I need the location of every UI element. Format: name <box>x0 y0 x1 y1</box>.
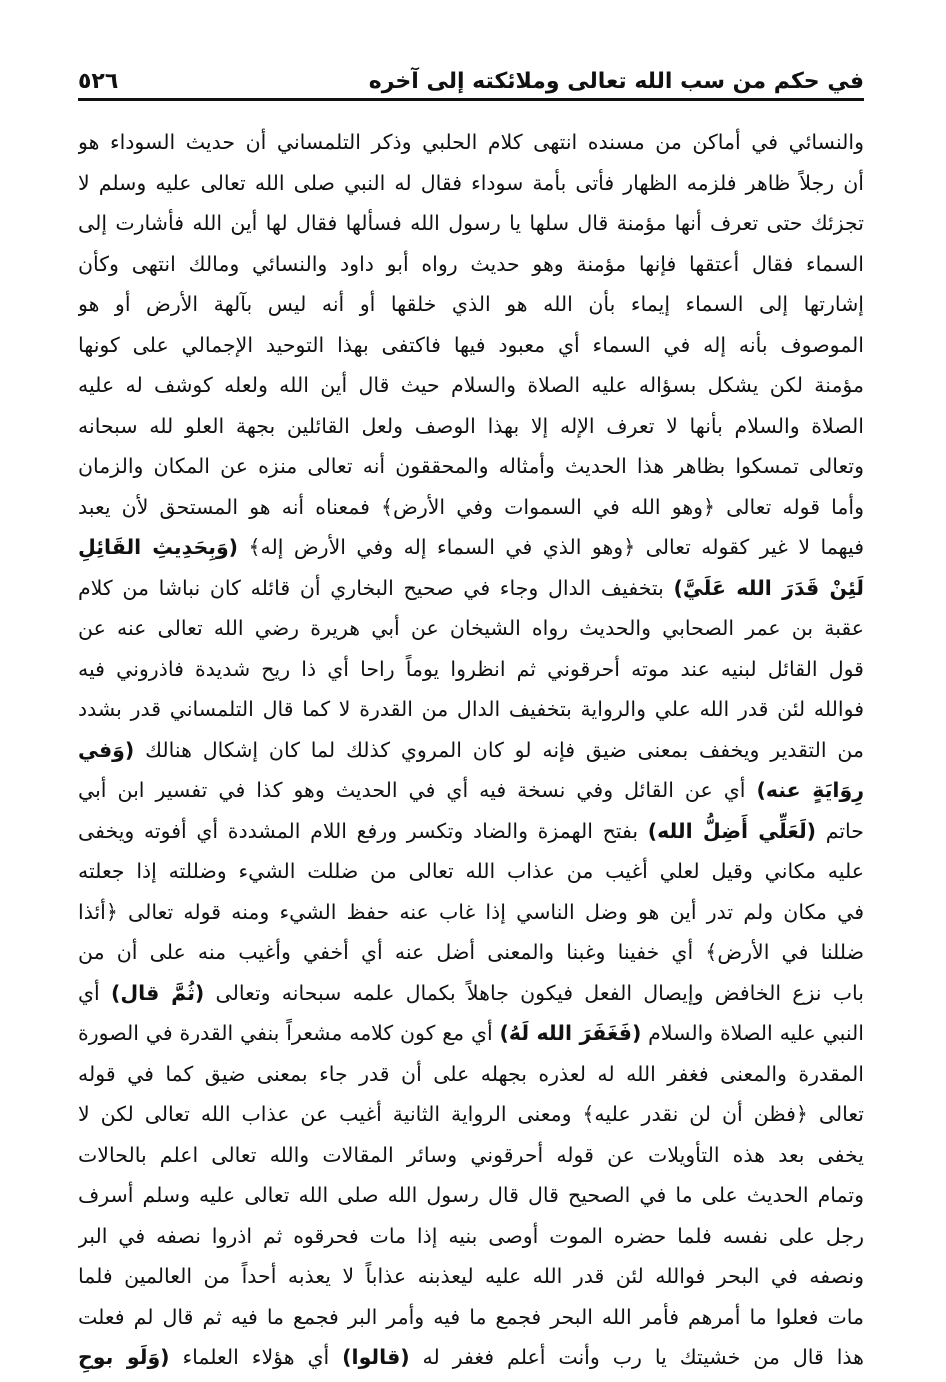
text-segment: مؤمنة لكن يشكل بسؤاله عليه الصلاة والسلام حيث قال أين الله ولعله كوشف له عليه <box>78 373 864 397</box>
text-line <box>78 1013 864 1054</box>
header-rule <box>78 98 864 101</box>
text-line <box>78 487 864 528</box>
text-line <box>78 1175 864 1216</box>
text-segment: رجل على نفسه فلما حضره الموت أوصى بنيه إذا مات فحرقوه ثم اذروا نصفه في البر <box>78 1223 864 1248</box>
text-segment: أي مع كون كلامه مشعراً بنفي القدرة في الصورة <box>78 1021 500 1045</box>
text-segment: أي هؤلاء العلماء <box>169 1345 343 1369</box>
text-segment: حاتم <box>816 818 864 843</box>
text-segment: تجزئك حتى تعرف أنها مؤمنة قال سلها يا رسول الله فسألها فقال لها أين الله فأشارت إلى <box>78 211 864 235</box>
text-segment: أن رجلاً ظاهر فلزمه الظهار فأتى بأمة سوداء فقال له النبي صلى الله تعالى عليه وسلم لا <box>78 170 864 195</box>
text-segment: باب نزع الخافض وإيصال الفعل فيكون جاهلاً بكمال علمه سبحانه وتعالى <box>204 980 864 1005</box>
text-segment: من التقدير ويخفف بمعنى ضيق فإنه لو كان المروي كذلك لما كان إشكال هنالك <box>134 737 864 762</box>
text-line <box>78 1054 864 1095</box>
text-segment: بتخفيف الدال وجاء في صحيح البخاري أن قائله كان نباشا من كلام <box>78 575 674 600</box>
text-segment: السماء فقال أعتقها فإنها مؤمنة وهو حديث رواه أبو داود والنسائي ومالك انتهى وكأن <box>78 251 864 276</box>
bold-quote-segment: (فَغَفَرَ الله لَهُ) <box>499 1021 642 1045</box>
text-segment: ضللنا في الأرض﴾ أي خفينا وغبنا والمعنى أضل عنه أي أخفي وأغيب منه على أن من <box>78 940 864 964</box>
text-segment: تعالى ﴿فظن أن لن نقدر عليه﴾ ومعنى الرواية الثانية أغيب عن عذاب الله تعالى لكن لا <box>78 1102 864 1126</box>
text-segment: وتعالى تمسكوا بظاهر هذا الحديث وأمثاله والمحققون أنه تعالى منزه عن المكان والزمان <box>78 454 864 478</box>
text-line <box>78 973 864 1014</box>
text-segment: يخفى بعد هذه التأويلات عن قوله أحرقوني وسائر المقالات والله تعالى اعلم بالحالات <box>78 1142 864 1167</box>
text-segment: الصلاة والسلام بأنها لا تعرف الإله إلا بهذا الوصف ولعل القائلين بجهة العلو لله سبحانه <box>78 413 864 438</box>
text-segment: والنسائي في أماكن من مسنده انتهى كلام الحلبي وذكر التلمساني أن حديث السوداء هو <box>78 130 864 154</box>
text-segment: هذا قال من خشيتك يا رب وأنت أعلم فغفر له <box>409 1345 864 1369</box>
text-segment: قول القائل لبنيه عند موته أحرقوني ثم انظروا يوماً راحا أي ذا ريح شديدة فاذروني فيه <box>78 656 864 681</box>
body-text <box>78 122 864 1378</box>
text-line <box>78 365 864 406</box>
text-segment: بفتح الهمزة والضاد وتكسر ورفع اللام المشددة أي أفوته ويخفى <box>78 818 648 843</box>
text-segment: المقدرة والمعنى فغفر الله له لعذره بجهله على أن قدر جاء بمعنى ضيق كما في قوله <box>78 1061 864 1086</box>
text-line <box>78 1216 864 1257</box>
page-number: ٥٢٦ <box>78 69 119 94</box>
text-segment: ونصفه في البحر فوالله لئن قدر الله عليه ليعذبنه عذاباً لا يعذبه أحداً من العالمين فلما <box>78 1264 864 1288</box>
bold-quote-segment: (ثُمَّ قال) <box>110 980 205 1005</box>
text-line <box>78 730 864 771</box>
text-segment: النبي عليه الصلاة والسلام <box>641 1021 864 1045</box>
text-line <box>78 163 864 204</box>
running-title: في حكم من سب الله تعالى وملائكته إلى آخره <box>368 69 864 94</box>
text-line <box>78 325 864 366</box>
text-segment: عقبة بن عمر الصحابي والحديث رواه الشيخان عن أبي هريرة رضي الله تعالى عنه عن <box>78 616 864 640</box>
text-line <box>78 203 864 244</box>
text-segment: وأما قوله تعالى ﴿وهو الله في السموات وفي الأرض﴾ فمعناه أنه هو المستحق لأن يعبد <box>78 494 864 519</box>
text-line <box>78 122 864 163</box>
text-line <box>78 1256 864 1297</box>
text-line <box>78 527 864 568</box>
text-segment: مات فعلوا ما أمرهم فأمر الله البحر فجمع ما فيه وأمر البر فجمع ما فيه ثم قال لم فعلت <box>78 1304 864 1329</box>
text-segment: أي <box>78 980 111 1005</box>
text-line <box>78 1094 864 1135</box>
text-segment: فيهما لا غير كقوله تعالى ﴿وهو الذي في السماء إله وفي الأرض إله﴾ <box>238 535 864 559</box>
bold-quote-segment: (لَعَلِّي أَضِلُّ الله) <box>647 818 817 843</box>
bold-quote-segment: (قالوا) <box>342 1345 410 1369</box>
text-line <box>78 1297 864 1338</box>
text-segment: في مكان ولم تدر أين هو وضل الناسي إذا غاب عنه حفظ الشيء ومنه قوله تعالى ﴿أئذا <box>78 899 864 924</box>
text-line <box>78 284 864 325</box>
text-line <box>78 851 864 892</box>
text-line <box>78 608 864 649</box>
text-line <box>78 892 864 933</box>
text-line <box>78 406 864 447</box>
bold-quote-segment: (وَلَو بوحِ <box>78 1345 170 1369</box>
text-line <box>78 649 864 690</box>
text-segment: إشارتها إلى السماء إيماء بأن الله هو الذي خلقها أو أنه ليس بآلهة الأرض أو هو <box>78 292 864 316</box>
text-line <box>78 770 864 811</box>
bold-quote-segment: رِوَايَةٍ عنه) <box>756 778 864 802</box>
text-segment: وتمام الحديث على ما في الصحيح قال قال رسول الله صلى الله تعالى عليه وسلم أسرف <box>78 1183 864 1207</box>
text-segment: عليه مكاني وقيل لعلي أغيب من عذاب الله تعالى من ضللت الشيء وضللته إذا جعلته <box>78 859 864 883</box>
text-line <box>78 244 864 285</box>
bold-quote-segment: لَئِنْ قَدَرَ الله عَلَيَّ) <box>673 575 864 600</box>
text-line <box>78 932 864 973</box>
bold-quote-segment: (وَفي <box>78 737 135 762</box>
text-line <box>78 446 864 487</box>
page-header <box>78 58 864 94</box>
text-line <box>78 689 864 730</box>
text-line <box>78 1337 864 1378</box>
text-line <box>78 1135 864 1176</box>
text-line <box>78 811 864 852</box>
text-line <box>78 568 864 609</box>
text-segment: فوالله لئن قدر الله علي والرواية بتخفيف الدال من القدرة لا كما قال التلمساني قدر بشدد <box>78 697 864 721</box>
text-segment: الموصوف بأنه إله في السماء أي معبود فيها فاكتفى بهذا التوحيد الإجمالي على كونها <box>78 332 864 357</box>
text-segment: أي عن القائل وفي نسخة فيه أي في الحديث وهو كذا في تفسير ابن أبي <box>78 778 757 802</box>
bold-quote-segment: (وَبِحَدِيثِ القَائِلِ <box>78 535 239 559</box>
